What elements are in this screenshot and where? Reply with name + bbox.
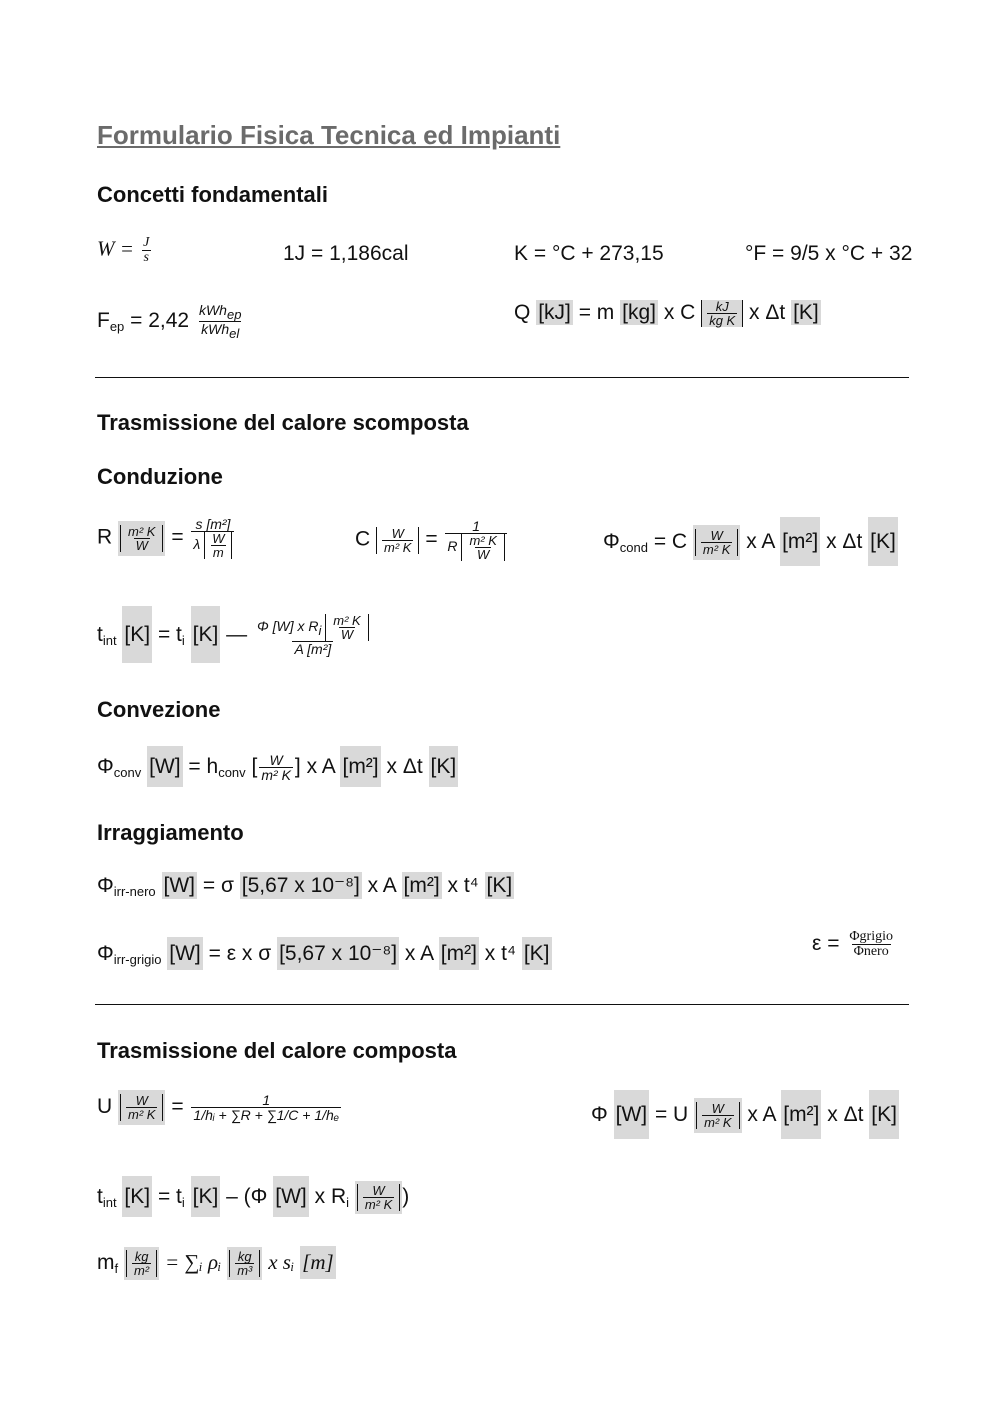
formula-emissivity [812, 930, 897, 959]
phiu-u: = U [654, 1103, 689, 1126]
phinero-w: [W] [163, 874, 196, 897]
tint-k2: [K] [191, 606, 221, 663]
section-heading-fondamentali: Concetti fondamentali [97, 182, 329, 207]
r-den: λ [193, 536, 201, 553]
formula-mass [97, 1246, 336, 1280]
fep-val: = 2,42 [130, 309, 190, 333]
fep-den: kWh [201, 321, 230, 337]
q-c: x C [663, 301, 696, 325]
formula-resistance: R $\frac{\text{m² K}}{W}$ = s [m²] λ $\frac{W}{m}$ [97, 517, 236, 559]
phiconv-h: = h [188, 755, 219, 778]
u-lhs: U [97, 1095, 113, 1119]
phiconv-w: [W] [147, 746, 183, 787]
watt-den: s [143, 250, 149, 265]
u-unit-den: m² K [128, 1107, 156, 1122]
phiconv-a: x A [306, 755, 335, 778]
tint2-k: [K] [122, 1176, 152, 1217]
fep-num: kWh [198, 302, 227, 318]
fep-lhs: F [97, 309, 110, 333]
phicond-lhs: Φ [603, 530, 620, 553]
tint2-mid: – (Φ [226, 1185, 268, 1208]
fep-den-sub: el [229, 326, 240, 341]
phiu-k: [K] [869, 1090, 899, 1139]
formula-kelvin: K = °C + 273,15 [514, 242, 664, 265]
q-unit: [kJ] [538, 301, 571, 325]
phinero-const: [5,67 x 10⁻⁸] [241, 874, 360, 897]
tint2-lhs: t [97, 1185, 103, 1208]
mf-den2: m³ [237, 1262, 253, 1278]
tint2-eq: = t [157, 1185, 182, 1208]
eps-lhs: ε = [812, 932, 840, 956]
phiu-den: m² K [704, 1114, 732, 1130]
phiu-m2: [m²] [781, 1090, 821, 1139]
tint2-w: [W] [273, 1176, 309, 1217]
tint-i: i [181, 633, 185, 648]
tint-den: A [m²] [294, 641, 332, 658]
r-den-num: W [212, 531, 225, 546]
phiu-num: W [711, 1100, 724, 1116]
mf-den: m² [133, 1262, 150, 1278]
c-den-num: m² K [469, 533, 497, 548]
mf-sum: = ∑ᵢ ρᵢ [164, 1250, 222, 1274]
u-eq: = [171, 1095, 184, 1119]
r-lhs: R [97, 525, 113, 549]
tint2-i: i [181, 1195, 185, 1210]
phicond-a: x A [746, 530, 775, 553]
mf-lhs: m [97, 1251, 115, 1274]
phiu-a: x A [747, 1103, 776, 1126]
phiconv-sub: conv [113, 765, 142, 780]
tint2-sub: int [102, 1195, 117, 1210]
formula-fep [97, 303, 245, 340]
phigrigio-t: x t⁴ [484, 942, 516, 965]
phicond-dt: x Δt [826, 530, 863, 553]
eps-den: Φnero [853, 944, 889, 959]
q-lhs: Q [514, 301, 531, 325]
formula-heat [514, 300, 821, 327]
phinero-t: x t⁴ [447, 874, 479, 897]
phinero-a: x A [367, 874, 396, 897]
section-heading-scomposta: Trasmissione del calore scomposta [97, 410, 469, 435]
u-unit-num: W [135, 1093, 148, 1108]
divider [95, 1004, 909, 1005]
r-num: s [m²] [195, 516, 231, 532]
tint-minus: — [226, 623, 248, 646]
section-heading-irraggiamento: Irraggiamento [97, 820, 244, 845]
phiconv-den: m² K [261, 766, 291, 783]
phiconv-k: [K] [429, 746, 459, 787]
phinero-sub: irr-nero [113, 884, 156, 899]
mf-sub: f [114, 1261, 119, 1276]
phinero-sigma: = σ [202, 874, 234, 897]
formula-phi-cond [603, 517, 898, 566]
formula-tint-comp [97, 1176, 409, 1217]
c-unit-den: m² K [384, 539, 412, 555]
tint-lhs: t [97, 623, 103, 646]
watt-lhs: W = [97, 236, 134, 261]
c-lhs: C [355, 527, 371, 551]
tint2-close: ) [402, 1185, 410, 1208]
tint2-r: x R [314, 1185, 347, 1208]
tint-num-un: m² K [333, 613, 361, 629]
divider [95, 377, 909, 378]
c-num: 1 [472, 518, 481, 534]
phicond-unit-num: W [710, 527, 723, 543]
tint-eq: = t [157, 623, 182, 646]
eps-num: Φgrigio [849, 929, 893, 944]
phigrigio-const: [5,67 x 10⁻⁸] [277, 937, 399, 970]
q-mid: = m [578, 301, 615, 325]
q-k: [K] [793, 301, 819, 325]
c-den-den: W [477, 547, 490, 562]
phigrigio-lhs: Φ [97, 942, 114, 965]
phigrigio-a: x A [404, 942, 433, 965]
section-heading-convezione: Convezione [97, 697, 221, 722]
mf-num2: kg [237, 1248, 252, 1264]
mf-m: [m] [300, 1246, 336, 1279]
phigrigio-w: [W] [167, 937, 203, 970]
section-heading-composta: Trasmissione del calore composta [97, 1038, 457, 1063]
mf-x: x sᵢ [268, 1250, 295, 1274]
fep-sub: ep [109, 319, 125, 335]
q-dt: x Δt [749, 301, 786, 325]
phiu-lhs: Φ [591, 1103, 608, 1126]
r-den-den: m [212, 545, 224, 560]
tint2-k2: [K] [191, 1176, 221, 1217]
formula-tint-cond [97, 606, 373, 663]
phiconv-hsub: conv [218, 765, 246, 780]
phiconv-lhs: Φ [97, 755, 114, 778]
tint2-den: m² K [364, 1196, 393, 1212]
tint-k: [K] [122, 606, 152, 663]
tint2-ri: i [346, 1195, 349, 1210]
formula-u [97, 1090, 343, 1125]
formula-phi-u [591, 1090, 899, 1139]
formula-phi-conv: $\Phi_{conv}$ $[W] = h_{conv}$ [ $\frac{W}{\text{m² K}}$ ] x A [m²] x Δt [K] [97, 746, 458, 787]
phicond-c: = C [653, 530, 688, 553]
phigrigio-k: [K] [522, 937, 552, 970]
tint-sub: int [102, 633, 117, 648]
formula-fahrenheit: °F = 9/5 x °C + 32 [745, 242, 913, 265]
phinero-lhs: Φ [97, 874, 114, 897]
q-kg: [kg] [622, 301, 656, 325]
formula-phi-nero [97, 872, 514, 899]
phiu-dt: x Δt [827, 1103, 864, 1126]
q-num: kJ [715, 299, 729, 314]
c-unit-num: W [391, 525, 404, 541]
u-den: 1/hᵢ + ∑R + ∑1/C + 1/hₑ [193, 1107, 340, 1123]
page-title: Formulario Fisica Tecnica ed Impianti [97, 120, 561, 150]
tint-num-ud: W [340, 627, 354, 643]
phicond-m2: [m²] [780, 517, 820, 566]
phiconv-dt: x Δt [386, 755, 423, 778]
tint-num: Φ [W] x R [257, 618, 319, 635]
phigrigio-eps: = ε x σ [208, 942, 272, 965]
phinero-k: [K] [486, 874, 513, 897]
phiu-w: [W] [614, 1090, 650, 1139]
q-den: kg K [709, 313, 736, 328]
r-unit-den: W [135, 537, 148, 553]
tint-num-i: i [318, 623, 322, 639]
r-unit-num: m² K [128, 523, 156, 539]
formula-conductance: C $\frac{W}{\text{m² K}}$ = 1 R $\frac{\text{m² K}}{W}$ [355, 519, 509, 561]
formula-watt [97, 236, 153, 265]
u-num: 1 [262, 1092, 271, 1108]
fep-num-sub: ep [226, 307, 242, 322]
phicond-unit-den: m² K [702, 541, 731, 557]
c-den: R [447, 538, 458, 555]
mf-num: kg [134, 1248, 149, 1264]
tint2-num: W [372, 1182, 385, 1198]
phicond-k: [K] [868, 517, 898, 566]
phigrigio-m2: [m²] [439, 937, 479, 970]
section-heading-conduzione: Conduzione [97, 464, 223, 489]
phiconv-num: W [269, 751, 283, 768]
formula-phi-grigio [97, 937, 552, 970]
phiconv-m2: [m²] [340, 746, 380, 787]
phigrigio-sub: irr-grigio [113, 952, 162, 967]
watt-num: J [143, 235, 150, 250]
phicond-sub: cond [619, 540, 648, 555]
phinero-m2: [m²] [403, 874, 440, 897]
formula-joule: 1J = 1,186cal [283, 242, 409, 265]
